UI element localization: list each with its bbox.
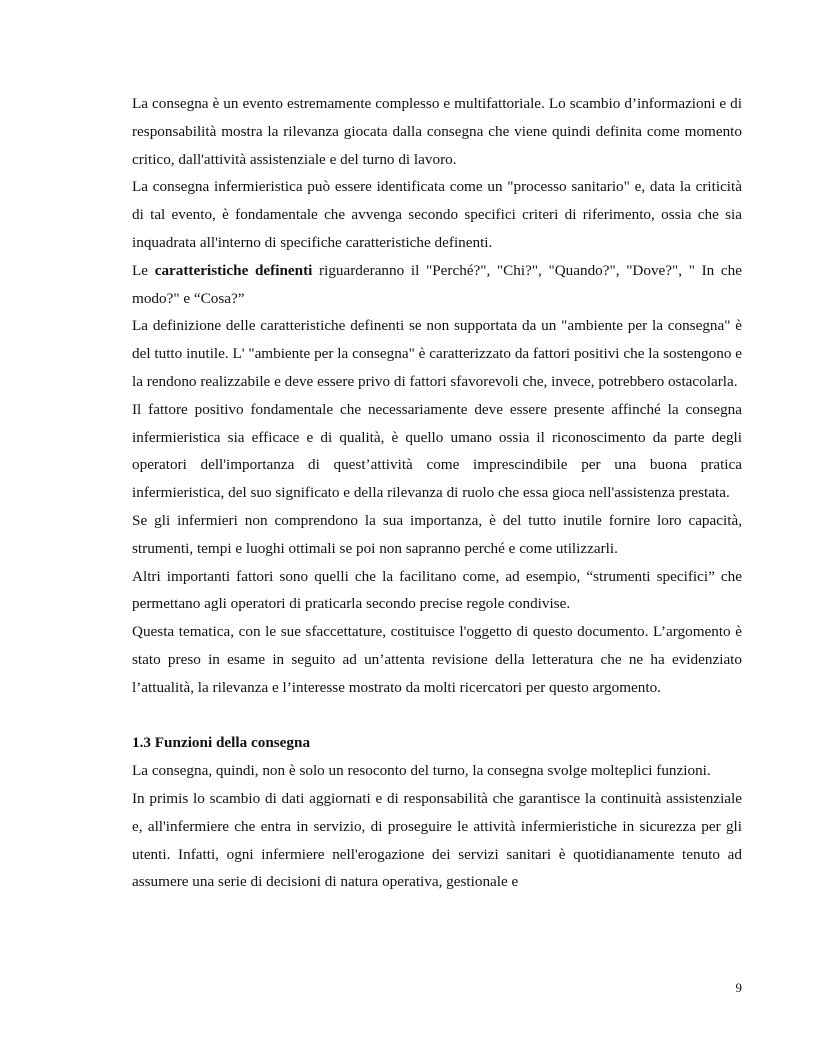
paragraph-human-factor: Il fattore positivo fondamentale che necessariamente deve essere presente affinché la consegna infermieristica sia efficace e di qualità, è quello umano ossia il riconoscimento da parte degli operatori dell'importanza di quest’attività come imprescindibile per una buona pratica infermieristica, del suo significato e della rilevanza di ruolo che essa gioca nell'assistenza prestata.: [132, 400, 742, 502]
paragraph-process: La consegna infermieristica può essere identificata come un "processo sanitario" e, data la criticità di tal evento, è fondamentale che avvenga secondo specifici criteri di riferimento, ossia che sia inquadrata all'interno di specifiche caratteristiche definenti.: [132, 178, 742, 251]
characteristics-bold-term: caratteristiche definenti: [154, 261, 313, 279]
section-heading: 1.3 Funzioni della consegna: [132, 734, 311, 752]
paragraph-topic: Questa tematica, con le sue sfaccettature, costituisce l'oggetto di questo documento. L’argomento è stato preso in esame in seguito ad un’attenta revisione della letteratura che ne ha evidenziato l’attualità, la rilevanza e l’interesse mostrato da molti ricercatori per questo argomento.: [132, 623, 742, 696]
characteristics-lead: Le: [132, 261, 155, 279]
paragraph-other-factors: Altri importanti fattori sono quelli che la facilitano come, ad esempio, “strumenti specifici” che permettano agli operatori di praticarla secondo precise regole condivise.: [132, 567, 742, 613]
characteristics-rest: riguarderanno il "Perché?", "Chi?", "Quando?", "Dove?", " In che modo?" e “Cosa?”: [132, 261, 742, 307]
paragraph-characteristics: [132, 257, 742, 313]
page-number: 9: [735, 980, 742, 995]
paragraph-understanding: Se gli infermieri non comprendono la sua importanza, è del tutto inutile fornire loro capacità, strumenti, tempi e luoghi ottimali se poi non sapranno perché e come utilizzarli.: [132, 511, 742, 557]
paragraph-environment: La definizione delle caratteristiche definenti se non supportata da un "ambiente per la consegna" è del tutto inutile. L' "ambiente per la consegna" è caratterizzato da fattori positivi che la sostengono e la rendono realizzabile e deve essere privo di fattori sfavorevoli che, invece, potrebbero ostacolarla.: [132, 317, 742, 390]
paragraph-in-primis: In primis lo scambio di dati aggiornati e di responsabilità che garantisce la continuità assistenziale e, all'infermiere che entra in servizio, di proseguire le attività infermieristiche in sicurezza per gli utenti. Infatti, ogni infermiere nell'erogazione dei servizi sanitari è quotidianamente tenuto ad assumere una serie di decisioni di natura operativa, gestionale e: [132, 789, 742, 891]
paragraph-intro: La consegna è un evento estremamente complesso e multifattoriale. Lo scambio d’informazioni e di responsabilità mostra la rilevanza giocata dalla consegna che viene quindi definita come momento critico, dall'attività assistenziale e del turno di lavoro.: [132, 95, 742, 168]
paragraph-functions: La consegna, quindi, non è solo un resoconto del turno, la consegna svolge molteplici funzioni.: [132, 762, 711, 780]
document-body: [132, 90, 742, 896]
